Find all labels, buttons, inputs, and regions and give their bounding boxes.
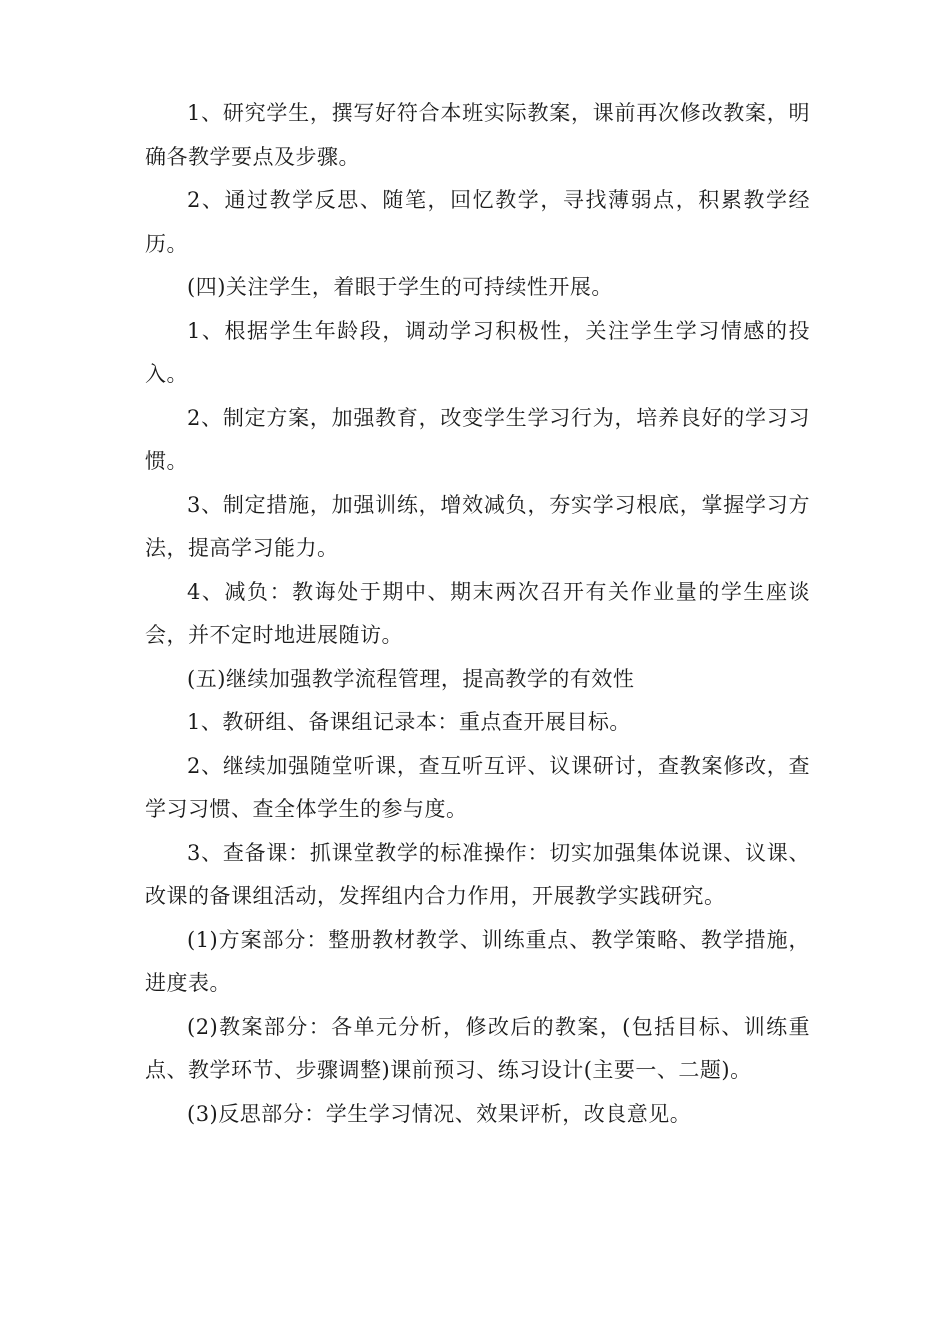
section-heading-4: (四)关注学生，着眼于学生的可持续性开展。 xyxy=(187,275,613,299)
paragraph-10: (1)方案部分：整册教材教学、训练重点、教学策略、教学措施，进度表。 xyxy=(145,927,810,995)
paragraph-7: 1、教研组、备课组记录本：重点查开展目标。 xyxy=(187,710,631,734)
paragraph-5: 3、制定措施，加强训练，增效减负，夯实学习根底，掌握学习方法，提高学习能力。 xyxy=(145,492,810,560)
paragraph-12: (3)反思部分：学生学习情况、效果评析，改良意见。 xyxy=(187,1101,692,1126)
section-heading-5: (五)继续加强教学流程管理，提高教学的有效性 xyxy=(187,666,635,691)
paragraph-1: 1、研究学生，撰写好符合本班实际教案，课前再次修改教案，明确各教学要点及步骤。 xyxy=(145,101,810,169)
paragraph-4: 2、制定方案，加强教育，改变学生学习行为，培养良好的学习习惯。 xyxy=(145,405,810,473)
paragraph-8: 2、继续加强随堂听课，查互听互评、议课研讨，查教案修改，查学习习惯、查全体学生的参与度。 xyxy=(145,753,810,821)
paragraph-11: (2)教案部分：各单元分析，修改后的教案，(包括目标、训练重点、教学环节、步骤调整)课前预习、练习设计(主要一、二题)。 xyxy=(145,1014,810,1082)
paragraph-9: 3、查备课：抓课堂教学的标准操作：切实加强集体说课、议课、改课的备课组活动，发挥组内合力作用，开展教学实践研究。 xyxy=(145,840,810,908)
document-body xyxy=(145,92,810,1136)
paragraph-3: 1、根据学生年龄段，调动学习积极性，关注学生学习情感的投入。 xyxy=(145,318,810,386)
paragraph-2: 2、通过教学反思、随笔，回忆教学，寻找薄弱点，积累教学经历。 xyxy=(145,188,810,256)
paragraph-6: 4、减负：教诲处于期中、期末两次召开有关作业量的学生座谈会，并不定时地进展随访。 xyxy=(145,579,810,647)
